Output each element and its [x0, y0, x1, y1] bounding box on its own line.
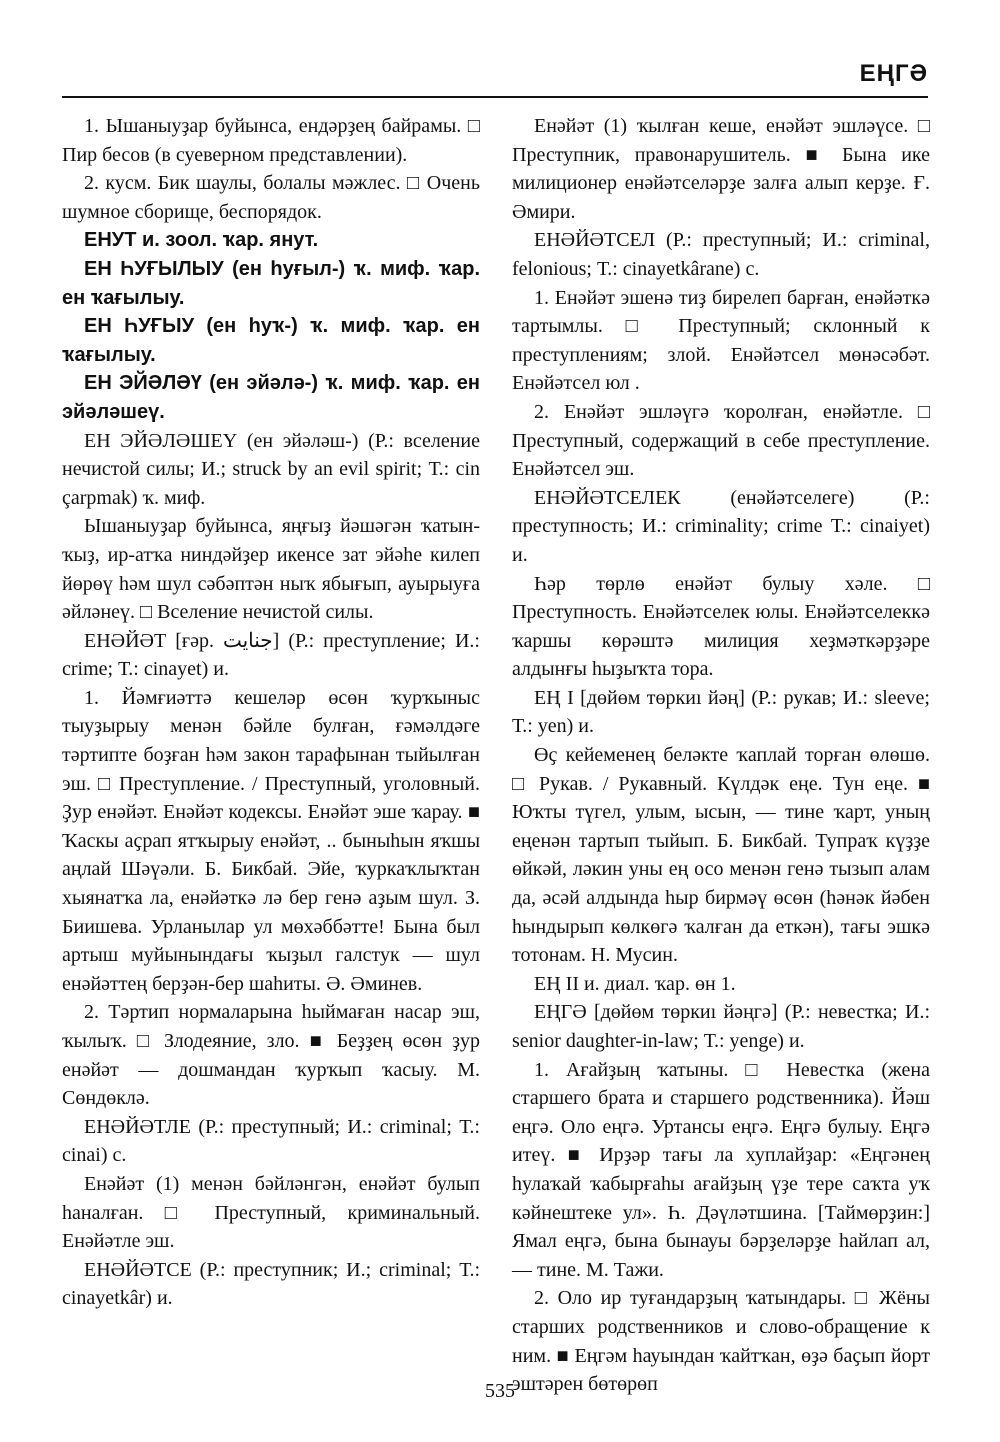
entry-paragraph: 2. Оло ир туғандарҙың ҡатындары. □ Жёны старших родственников и слово-обращение к ним. ■ Еңгәм һауындан ҡайтҡан, өҙә баҫып йорт эштәрен бөтөрөп [512, 1287, 930, 1396]
entry-headword-line: ЕНӘЙӘТ [ғәр. جنايت] (Р.: преступление; И.: crime; Т.: cinayet) и. [62, 629, 480, 681]
entry-headword-line: ЕНӘЙӘТСЕ (Р.: преступник; И.; criminal; Т.: cinayetkâr) и. [62, 1258, 480, 1310]
entry-headword-line: ЕНӘЙӘТЛЕ (Р.: преступный; И.: criminal; Т.: cinai) с. [62, 1115, 480, 1167]
entry-headword: ЕН ҺУҒЫЛЫУ (ен һуғыл-) ҡ. миф. ҡар. ен ҡағылыу. [62, 257, 480, 309]
entry-paragraph: 1. Енәйәт эшенә тиҙ бирелеп барған, енәйәткә тартымлы. □ Преступный; склонный к преступлениям; злой. Енәйәтсел мөнәсәбәт. Енәйәтсел юл . [512, 286, 930, 395]
entry-paragraph: 1. Йәмғиәттә кешеләр өсөн ҡурҡыныс тыуҙырыу менән бәйле булған, ғәмәлдәге тәртипте боҙған һәм закон тарафынан тыйылған эш. □ Преступление. / Преступный, уголовный. Ҙур енәйәт. Енәйәт кодексы. Енәйәт эше ҡарау. ■ Ҡаскы аҫрап ятҡырыу енәйәт, .. быныһын яҡшы аңлай Шәүәли. Б. Бикбай. Эйе, ҡуркаҡлыҡтан хыянатҡа ла, енәйәткә лә бер генә аҙым шул. З. Биишева. Урланылар ул мөхәббәтте! Бына был артыш муйынындағы ҡыҙыл галстук — шул енәйәттең берҙән-бер шаһиты. Ә. Әминев. [62, 686, 480, 995]
entry-headword-line: ЕНӘЙӘТСЕЛЕК (енәйәтселеге) (Р.: преступность; И.: criminality; crime Т.: cinaiyet) и. [512, 486, 930, 566]
entry-paragraph: Енәйәт (1) менән бәйләнгән, енәйәт булып һаналған. □ Преступный, криминальный. Енәйәтле эш. [62, 1172, 480, 1253]
entry-headword-line: ЕН ЭЙӘЛӘШЕҮ (ен эйәләш-) (Р.: вселение нечистой силы; И.; struck by an evil spirit; Т.: cin çarpmak) ҡ. миф. [62, 429, 480, 509]
entry-headword-line: ЕҢ I [дөйөм төркиı йәң] (Р.: рукав; И.: sleeve; Т.: yen) и. [512, 686, 930, 738]
entry-headword-line: ЕНӘЙӘТСЕЛ (Р.: преступный; И.: criminal, felonious; Т.: cinayetkârane) с. [512, 229, 930, 280]
running-head: ЕҢГӘ [859, 60, 928, 87]
entry-paragraph: 1. Ышаныуҙар буйынса, ендәрҙең байрамы. □ Пир бесов (в суеверном представлении). [62, 115, 480, 166]
entry-headword: ЕНУТ и. зоол. ҡар. янут. [84, 229, 319, 252]
left-column [62, 112, 480, 1313]
entry-paragraph: Енәйәт (1) ҡылған кеше, енәйәт эшләүсе. □ Преступник, правонарушитель. ■ Бына ике милиционер енәйәтселәрҙе залға алып керҙе. Ғ. Әмири. [512, 115, 930, 223]
entry-paragraph: 1. Ағайҙың ҡатыны. □ Невестка (жена старшего брата и старшего родственника). Йәш еңгә. Оло еңгә. Уртансы еңгә. Еңгә булыу. Еңгә итеү. ■ Ирҙәр тағы ла хуплайҙар: «Еңгәнең һулаҡай ҡабырғаһы ағайҙың үҙе тере саҡта уҡ кәйнештеке ул». Һ. Дәүләтшина. [Таймөрҙин:] Ямал еңгә, бына бынауы бәрҙеләрҙе һайлап ал, — тине. М. Тажи. [512, 1058, 930, 1281]
entry-headword-line: ЕҢ II и. диал. ҡар. өн 1. [534, 972, 736, 995]
entry-headword-line: ЕҢГӘ [дөйөм төркиı йәңгә] (Р.: невестка; И.: senior daughter-in-law; Т.: yenge) и. [512, 1001, 930, 1052]
page-number: 535 [485, 1380, 515, 1402]
entry-paragraph: 2. Тәртип нормаларына һыймаған насар эш, ҡылыҡ. □ Злодеяние, зло. ■ Беҙҙең өсөн ҙур енәйәт — дошмандан ҡурҡып ҡасыу. М. Сөндөклә. [62, 1001, 480, 1110]
entry-headword: ЕН ҺУҒЫУ (ен һуҡ-) ҡ. миф. ҡар. ен ҡағылыу. [62, 315, 480, 366]
entry-paragraph: Һәр төрлө енәйәт булыу хәле. □ Преступность. Енәйәтселек юлы. Енәйәтселеккә ҡаршы көрәштә милиция хеҙмәткәрҙәре алдынғы һыҙыҡта тора. [512, 572, 930, 681]
right-column [512, 112, 930, 1399]
entry-paragraph: 2. кусм. Бик шаулы, болалы мәжлес. □ Очень шумное сборище, беспорядок. [62, 172, 480, 223]
entry-headword: ЕН ЭЙӘЛӘҮ (ен эйәлә-) ҡ. миф. ҡар. ен эйәләшеү. [62, 372, 480, 423]
entry-paragraph: Өҫ кейеменең беләкте ҡаплай торған өлөшө. □ Рукав. / Рукавный. Күлдәк еңе. Тун еңе. ■ Юҡты түгел, улым, ысын, — тине ҡарт, уның еңенән тартып тыйып. Б. Бикбай. Тупраҡ күҙҙе өйкәй, ләкин уны ең осо менән генә тызып алам да, әсәй алдында һыр бирмәү өсөн (һәнәк йәбен һындырып көлкөгә ҡалған да еткән), тағы эшкә тотонам. Н. Мусин. [512, 744, 930, 967]
entry-paragraph: 2. Енәйәт эшләүгә ҡоролған, енәйәтле. □ Преступный, содержащий в себе преступление. Енәйәтсел эш. [512, 400, 930, 481]
header-rule [62, 96, 928, 98]
entry-paragraph: Ышаныуҙар буйынса, яңғыҙ йәшәгән ҡатын-ҡыҙ, ир-атҡа ниндәйҙер икенсе зат эйәһе килеп йөрөү һәм шул сәбәптән ныҡ ябығып, ауырыуға әйләнеү. □ Вселение нечистой силы. [62, 515, 480, 624]
